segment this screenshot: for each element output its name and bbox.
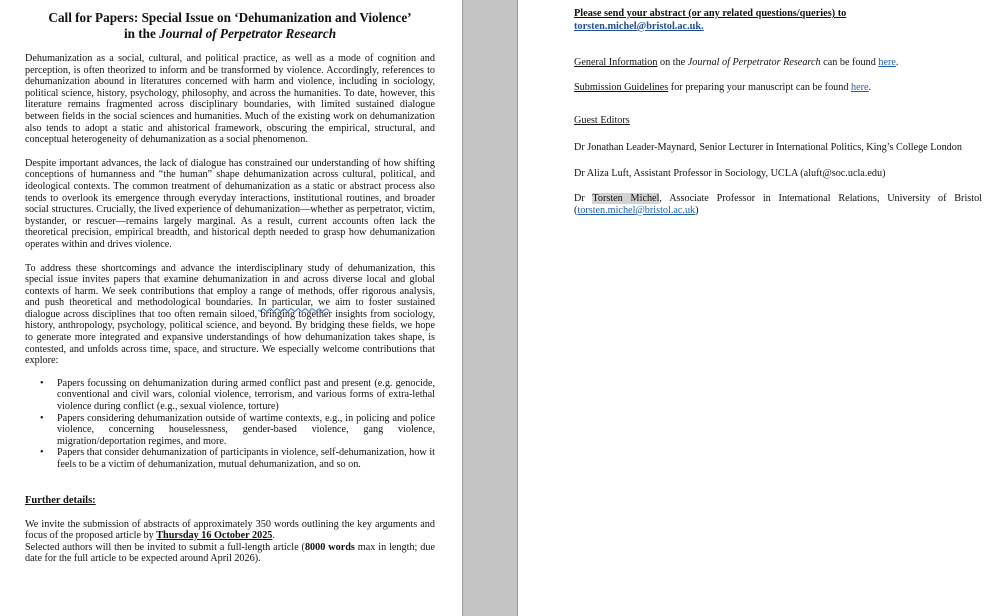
general-information-here-link[interactable]: here [878, 57, 896, 69]
list-item [40, 377, 435, 413]
list-item [40, 412, 435, 448]
send-email-line [574, 21, 982, 34]
spellcheck-underline-text[interactable]: In particular, we [258, 297, 331, 309]
paragraph-full-article [25, 542, 435, 565]
abstract-text-b: . [272, 530, 275, 542]
general-information-line [574, 57, 982, 69]
editor3-prefix: Dr [574, 193, 593, 205]
editor-email-link[interactable]: torsten.michel@bristol.ac.uk [577, 204, 696, 216]
bullet-icon: • [40, 377, 44, 389]
general-information-label: General Information [574, 57, 658, 69]
paragraph-aims [25, 263, 435, 367]
list-item-text: Papers focussing on dehumanization during armed conflict past and present (e.g. genocide, conventional and civil wars, colonial violence, terrorism, and various forms of extra-lethal violence during conflict (e.g., sexual violence, torture) [57, 377, 435, 413]
abstract-deadline-date: Thursday 16 October 2025 [156, 530, 273, 542]
list-item [40, 447, 435, 470]
title-journal: Journal of Perpetrator Research [159, 26, 337, 41]
send-abstract-line: Please send your abstract (or any related questions/queries) to [574, 8, 847, 19]
full-article-text-a: Selected authors will then be invited to submit a full-length article ( [25, 541, 305, 553]
document-page-left [0, 0, 462, 616]
highlighted-editor-name[interactable]: Torsten Michel [592, 193, 660, 205]
submission-guidelines-here-link[interactable]: here [851, 81, 869, 93]
page-gutter [462, 0, 518, 616]
list-item-text: Papers considering dehumanization outside of wartime contexts, e.g., in policing and police violence, concerning houselessness, gender-based violence, gang violence, migration/deportation regimes, and more. [57, 412, 435, 447]
submission-guidelines-label: Submission Guidelines [574, 81, 669, 93]
title-prefix: in the [123, 26, 160, 41]
document-page-right [518, 0, 1000, 616]
page-title [25, 10, 435, 42]
editor3-end: ) [695, 204, 699, 216]
title-line-2 [25, 26, 435, 42]
further-details-heading: Further details: [25, 494, 96, 506]
abstract-text-a: We invite the submission of abstracts of approximately 350 words outlining the key arguments and focus of the proposed article by [25, 518, 435, 542]
bullet-icon: • [40, 412, 44, 424]
contact-email-link[interactable]: torsten.michel@bristol.ac.uk. [574, 20, 704, 32]
paragraph-intro: Dehumanization as a social, cultural, and political practice, as well as a mode of cognition and perception, is often theorized to inform and be transformed by violence. Accordingly, references to dehumanization abound in literatures concerned with harm and violence, including in sociology, political science, history, psychology, philosophy, and across the humanities. To date, however, this literature remains fragmented across disciplinary boundaries, with limited sustained dialogue between fields in the social sciences and humanities. Much of the existing work on dehumanization also tends to adopt a static and ahistorical framework, obscuring the empirical, structural, and conceptual heterogeneity of dehumanization as a social phenomenon. [25, 53, 435, 146]
paragraph-aims-a: To address these shortcomings and advance the interdisciplinary study of dehumanization, this special issue invites papers that examine dehumanization in and across diverse local and global contexts of harm. We seek contributions that employ a range of methods, offer rigorous analysis, and push theoretical and methodological boundaries. [25, 262, 435, 309]
paragraph-dialogue: Despite important advances, the lack of dialogue has constrained our understanding of how shifting conceptions of humanness and “the human” shape dehumanization across cultural, political, and ideological contexts. The common treatment of dehumanization as a static or abstract process also tends to overlook its emergence through everyday interactions, institutional routines, and broader social structures. Crucially, the lived experience of dehumanization—whether as perpetrator, victim, bystander, or rescuer—remains largely marginal. As a result, current accounts often lack the theoretical precision, empirical breadth, and historical depth needed to grasp how dehumanization operates within and drives violence. [25, 157, 435, 250]
guest-editor-entry [574, 193, 982, 216]
guidelines-end: . [868, 81, 872, 93]
full-article-text-b: max in length; due date for the full article to be expected around April 2026). [25, 541, 436, 565]
paragraph-aims-b: aim to foster sustained dialogue across disciplines that too often remain siloed, bringing together insights from sociology, history, anthropology, psychology, political science, and beyond. By bridging these fields, we hope to generate more integrated and expansive understandings of how dehumanization takes shape, is contested, and unfolds across time, space, and structure. We especially welcome contributions that explore: [25, 297, 435, 367]
guest-editor-entry: Dr Jonathan Leader-Maynard, Senior Lecturer in International Politics, King’s College London [574, 141, 962, 153]
guidelines-mid: for preparing your manuscript can be found [668, 81, 851, 93]
general-end: . [895, 57, 899, 69]
guest-editor-entry: Dr Aliza Luft, Assistant Professor in Sociology, UCLA (aluft@soc.ucla.edu) [574, 167, 886, 179]
editor3-mid: , Associate Professor in International Relations, University of Bristol ( [574, 193, 982, 216]
guest-editors-heading: Guest Editors [574, 115, 630, 127]
bullet-icon: • [40, 447, 44, 459]
submission-guidelines-line [574, 82, 982, 94]
general-mid: on the [657, 57, 688, 69]
general-tail: can be found [820, 57, 879, 69]
general-journal: Journal of Perpetrator Research [687, 57, 821, 69]
word-limit: 8000 words [304, 541, 355, 553]
list-item-text: Papers that consider dehumanization of participants in violence, self-dehumanization, how it feels to be a victim of dehumanization, mutual dehumanization, and so on. [57, 447, 435, 470]
title-line-1: Call for Papers: Special Issue on ‘Dehumanization and Violence’ [48, 10, 412, 25]
topics-bullet-list [25, 378, 435, 471]
paragraph-abstract-deadline [25, 519, 435, 542]
